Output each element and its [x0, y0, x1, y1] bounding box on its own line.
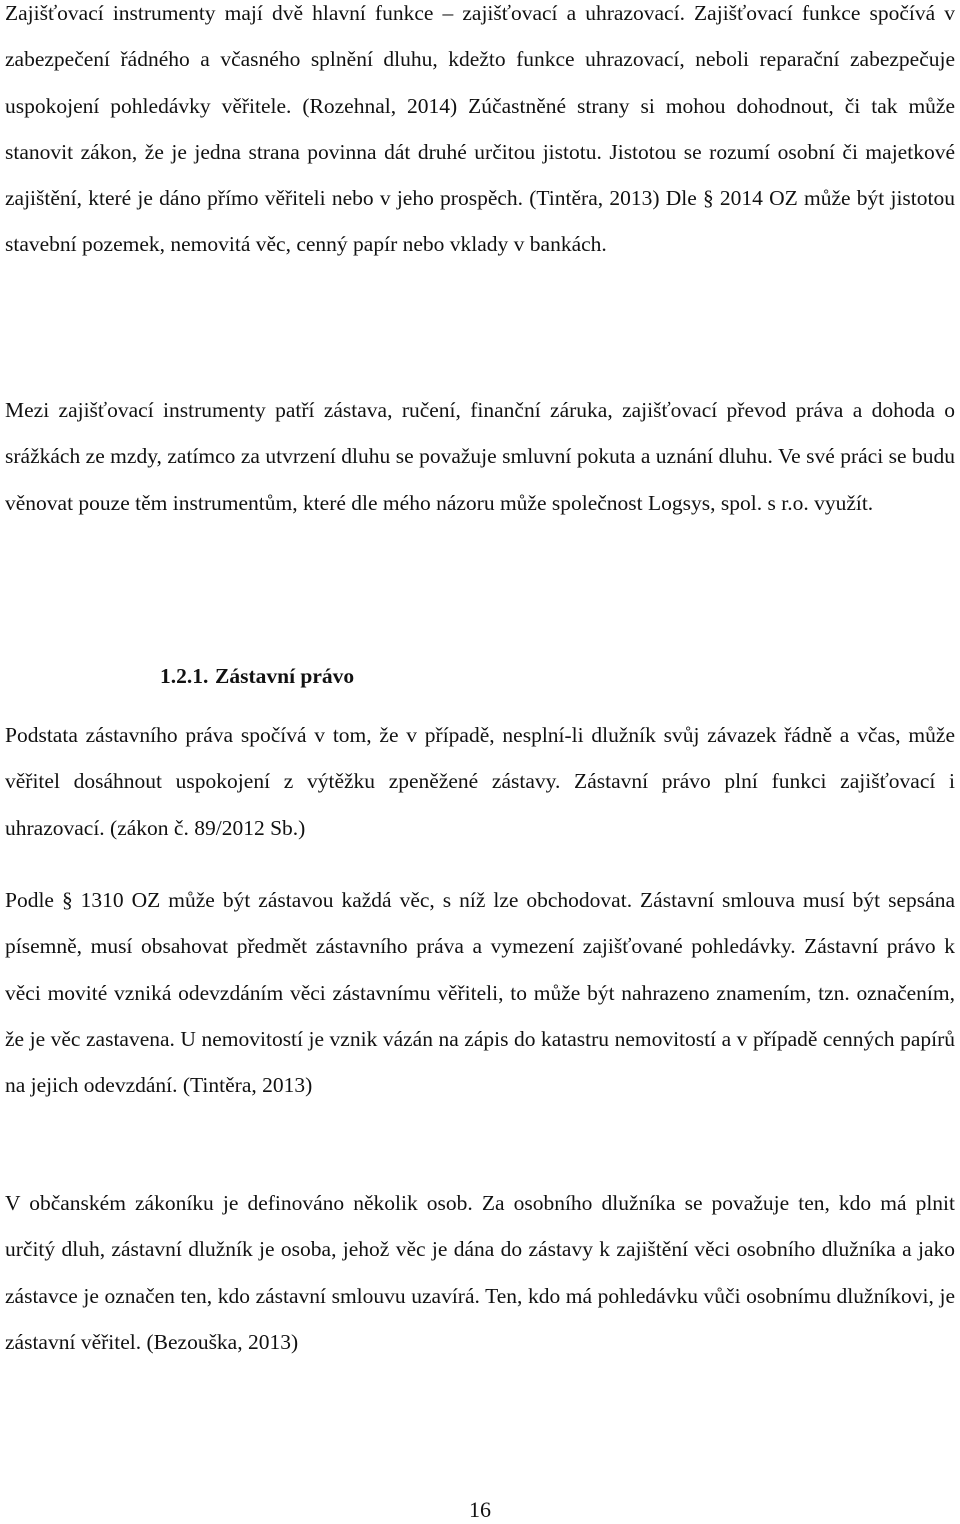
section-heading: [160, 660, 354, 692]
section-title: Zástavní právo: [215, 664, 355, 688]
paragraph-instrument-list: Mezi zajišťovací instrumenty patří zástava, ručení, finanční záruka, zajišťovací převod práva a dohoda o srážkách ze mzdy, zatímco za utvrzení dluhu se považuje smluvní pokuta a uznání dluhu. Ve své práci se budu věnovat pouze těm instrumentům, které dle mého názoru může společnost Logsys, spol. s r.o. využít.: [5, 398, 955, 515]
page-number: 16: [469, 1497, 491, 1522]
section-number: 1.2.1.: [160, 664, 209, 688]
paragraph-pledge-essence: Podstata zástavního práva spočívá v tom, že v případě, nesplní-li dlužník svůj závazek řádně a včas, může věřitel dosáhnout uspokojení z výtěžku zpeněžené zástavy. Zástavní právo plní funkci zajišťovací i uhrazovací. (zákon č. 89/2012 Sb.): [5, 723, 955, 840]
document-page: [5, 0, 955, 1524]
paragraph-pledge-contract: Podle § 1310 OZ může být zástavou každá věc, s níž lze obchodovat. Zástavní smlouva musí být sepsána písemně, musí obsahovat předmět zástavního práva a vymezení zajišťované pohledávky. Zástavní právo k věci movité vzniká odevzdáním věci zástavnímu věřiteli, to může být nahrazeno znamením, tzn. označením, že je věc zastavena. U nemovitostí je vznik vázán na zápis do katastru nemovitostí a v případě cenných papírů na jejich odevzdání. (Tintěra, 2013): [5, 888, 955, 1098]
paragraph-instrument-functions: Zajišťovací instrumenty mají dvě hlavní funkce – zajišťovací a uhrazovací. Zajišťovací funkce spočívá v zabezpečení řádného a včasného splnění dluhu, kdežto funkce uhrazovací, neboli reparační zabezpečuje uspokojení pohledávky věřitele. (Rozehnal, 2014) Zúčastněné strany si mohou dohodnout, či tak může stanovit zákon, že je jedna strana povinna dát druhé určitou jistotu. Jistotou se rozumí osobní či majetkové zajištění, které je dáno přímo věřiteli nebo v jeho prospěch. (Tintěra, 2013) Dle § 2014 OZ může být jistotou stavební pozemek, nemovitá věc, cenný papír nebo vklady v bankách.: [5, 1, 955, 257]
paragraph-pledge-parties: V občanském zákoníku je definováno několik osob. Za osobního dlužníka se považuje ten, kdo má plnit určitý dluh, zástavní dlužník je osoba, jehož věc je dána do zástavy k zajištění věci osobního dlužníka a jako zástavce je označen ten, kdo zástavní smlouvu uzavírá. Ten, kdo má pohledávku vůči osobnímu dlužníkovi, je zástavní věřitel. (Bezouška, 2013): [5, 1191, 955, 1354]
